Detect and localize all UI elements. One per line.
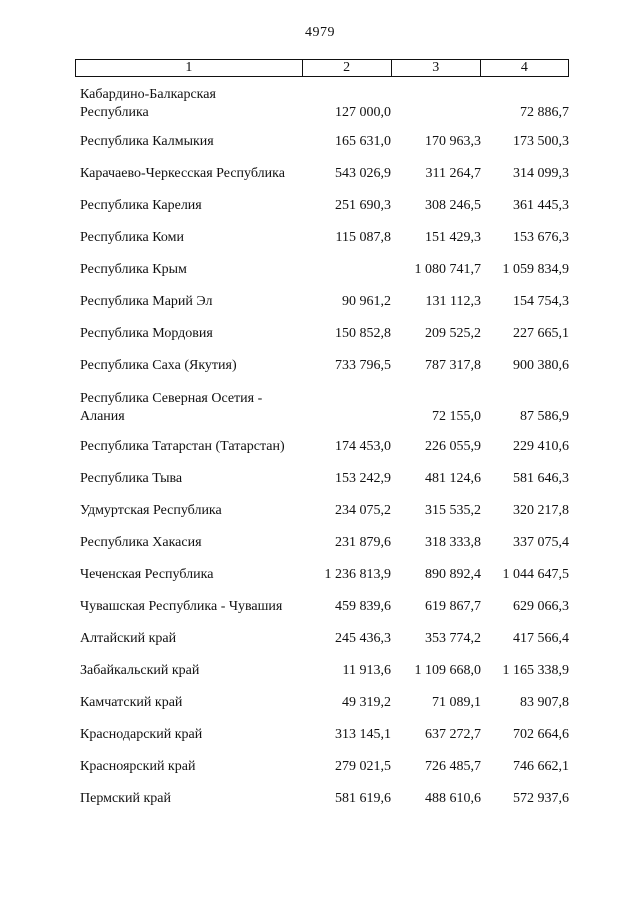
value-col-2: 733 796,5	[335, 358, 391, 373]
page-number: 4979	[305, 25, 335, 40]
value-col-2: 150 852,8	[335, 326, 391, 341]
value-col-4: 746 662,1	[513, 759, 569, 774]
value-col-4: 1 165 338,9	[502, 663, 569, 678]
region-name-line: Республика Марий Эл	[80, 294, 213, 309]
value-col-3: 226 055,9	[425, 439, 481, 454]
region-name-line: Республика Северная Осетия -	[80, 391, 263, 406]
value-col-3: 481 124,6	[425, 471, 481, 486]
value-col-3: 311 264,7	[425, 166, 481, 181]
region-name-line: Республика Калмыкия	[80, 134, 214, 149]
column-header-2: 2	[302, 60, 391, 77]
value-col-4: 72 886,7	[520, 105, 569, 120]
value-col-4: 314 099,3	[513, 166, 569, 181]
value-col-2: 581 619,6	[335, 791, 391, 806]
value-col-2: 49 319,2	[342, 695, 391, 710]
value-col-4: 337 075,4	[513, 535, 569, 550]
region-name-line: Республика Коми	[80, 230, 184, 245]
region-name-line: Кабардино-Балкарская	[80, 87, 216, 102]
region-name	[80, 694, 315, 712]
value-col-3: 209 525,2	[425, 326, 481, 341]
value-col-3: 890 892,4	[425, 567, 481, 582]
region-name-line: Республика Карелия	[80, 198, 202, 213]
value-col-4: 320 217,8	[513, 503, 569, 518]
value-col-3: 637 272,7	[425, 727, 481, 742]
region-name	[80, 502, 315, 520]
region-name-line: Республика Татарстан (Татарстан)	[80, 439, 285, 454]
value-col-2: 231 879,6	[335, 535, 391, 550]
value-col-3: 726 485,7	[425, 759, 481, 774]
region-name-line: Удмуртская Республика	[80, 503, 222, 518]
value-col-4: 1 059 834,9	[502, 262, 569, 277]
region-name	[80, 726, 315, 744]
region-name-line: Камчатский край	[80, 695, 183, 710]
value-col-4: 1 044 647,5	[502, 567, 569, 582]
region-name-line: Республика Саха (Якутия)	[80, 358, 237, 373]
value-col-2: 115 087,8	[335, 230, 391, 245]
region-name-line: Чеченская Республика	[80, 567, 214, 582]
column-header-row	[76, 60, 569, 77]
value-col-4: 173 500,3	[513, 134, 569, 149]
value-col-2: 234 075,2	[335, 503, 391, 518]
value-col-3: 619 867,7	[425, 599, 481, 614]
column-header-1: 1	[76, 60, 303, 77]
value-col-3: 71 089,1	[432, 695, 481, 710]
value-col-3: 72 155,0	[432, 409, 481, 424]
value-col-2: 1 236 813,9	[324, 567, 391, 582]
region-name-line: Республика	[80, 105, 149, 120]
region-name	[80, 197, 315, 215]
region-name	[80, 758, 315, 776]
region-name-line: Республика Хакасия	[80, 535, 202, 550]
value-col-3: 1 109 668,0	[414, 663, 481, 678]
column-header-4: 4	[480, 60, 568, 77]
value-col-4: 87 586,9	[520, 409, 569, 424]
region-name-line: Красноярский край	[80, 759, 196, 774]
region-name	[80, 390, 315, 426]
region-name	[80, 630, 315, 648]
value-col-4: 417 566,4	[513, 631, 569, 646]
value-col-4: 702 664,6	[513, 727, 569, 742]
value-col-4: 83 907,8	[520, 695, 569, 710]
column-header-3: 3	[391, 60, 480, 77]
region-name-line: Краснодарский край	[80, 727, 203, 742]
region-name	[80, 438, 315, 456]
value-col-2: 127 000,0	[335, 105, 391, 120]
value-col-4: 581 646,3	[513, 471, 569, 486]
value-col-2: 251 690,3	[335, 198, 391, 213]
region-name	[80, 293, 315, 311]
value-col-2: 279 021,5	[335, 759, 391, 774]
value-col-4: 153 676,3	[513, 230, 569, 245]
region-name	[80, 229, 315, 247]
value-col-4: 227 665,1	[513, 326, 569, 341]
value-col-2: 11 913,6	[342, 663, 391, 678]
value-col-2: 90 961,2	[342, 294, 391, 309]
region-name	[80, 790, 315, 808]
value-col-3: 131 112,3	[425, 294, 481, 309]
region-name-line: Республика Крым	[80, 262, 187, 277]
region-name	[80, 662, 315, 680]
region-name-line: Забайкальский край	[80, 663, 200, 678]
value-col-2: 459 839,6	[335, 599, 391, 614]
value-col-4: 229 410,6	[513, 439, 569, 454]
region-name	[80, 598, 315, 616]
region-name	[80, 357, 315, 375]
region-name-line: Пермский край	[80, 791, 171, 806]
value-col-2: 543 026,9	[335, 166, 391, 181]
value-col-3: 1 080 741,7	[414, 262, 481, 277]
value-col-3: 353 774,2	[425, 631, 481, 646]
value-col-3: 787 317,8	[425, 358, 481, 373]
region-name	[80, 261, 315, 279]
value-col-3: 318 333,8	[425, 535, 481, 550]
region-name	[80, 534, 315, 552]
value-col-3: 488 610,6	[425, 791, 481, 806]
region-name-line: Республика Мордовия	[80, 326, 213, 341]
value-col-2: 313 145,1	[335, 727, 391, 742]
value-col-4: 900 380,6	[513, 358, 569, 373]
region-name	[80, 165, 315, 183]
region-name-line: Чувашская Республика - Чувашия	[80, 599, 283, 614]
value-col-4: 572 937,6	[513, 791, 569, 806]
value-col-4: 629 066,3	[513, 599, 569, 614]
value-col-3: 170 963,3	[425, 134, 481, 149]
region-name	[80, 566, 315, 584]
value-col-4: 361 445,3	[513, 198, 569, 213]
column-header-table	[75, 59, 569, 77]
region-name	[80, 133, 315, 151]
value-col-3: 308 246,5	[425, 198, 481, 213]
value-col-3: 151 429,3	[425, 230, 481, 245]
region-name-line: Республика Тыва	[80, 471, 183, 486]
value-col-2: 174 453,0	[335, 439, 391, 454]
value-col-2: 245 436,3	[335, 631, 391, 646]
value-col-4: 154 754,3	[513, 294, 569, 309]
value-col-2: 153 242,9	[335, 471, 391, 486]
region-name	[80, 86, 315, 122]
value-col-2: 165 631,0	[335, 134, 391, 149]
region-name-line: Карачаево-Черкесская Республика	[80, 166, 285, 181]
region-name	[80, 325, 315, 343]
region-name-line: Алтайский край	[80, 631, 177, 646]
value-col-3: 315 535,2	[425, 503, 481, 518]
region-name	[80, 470, 315, 488]
region-name-line: Алания	[80, 409, 125, 424]
